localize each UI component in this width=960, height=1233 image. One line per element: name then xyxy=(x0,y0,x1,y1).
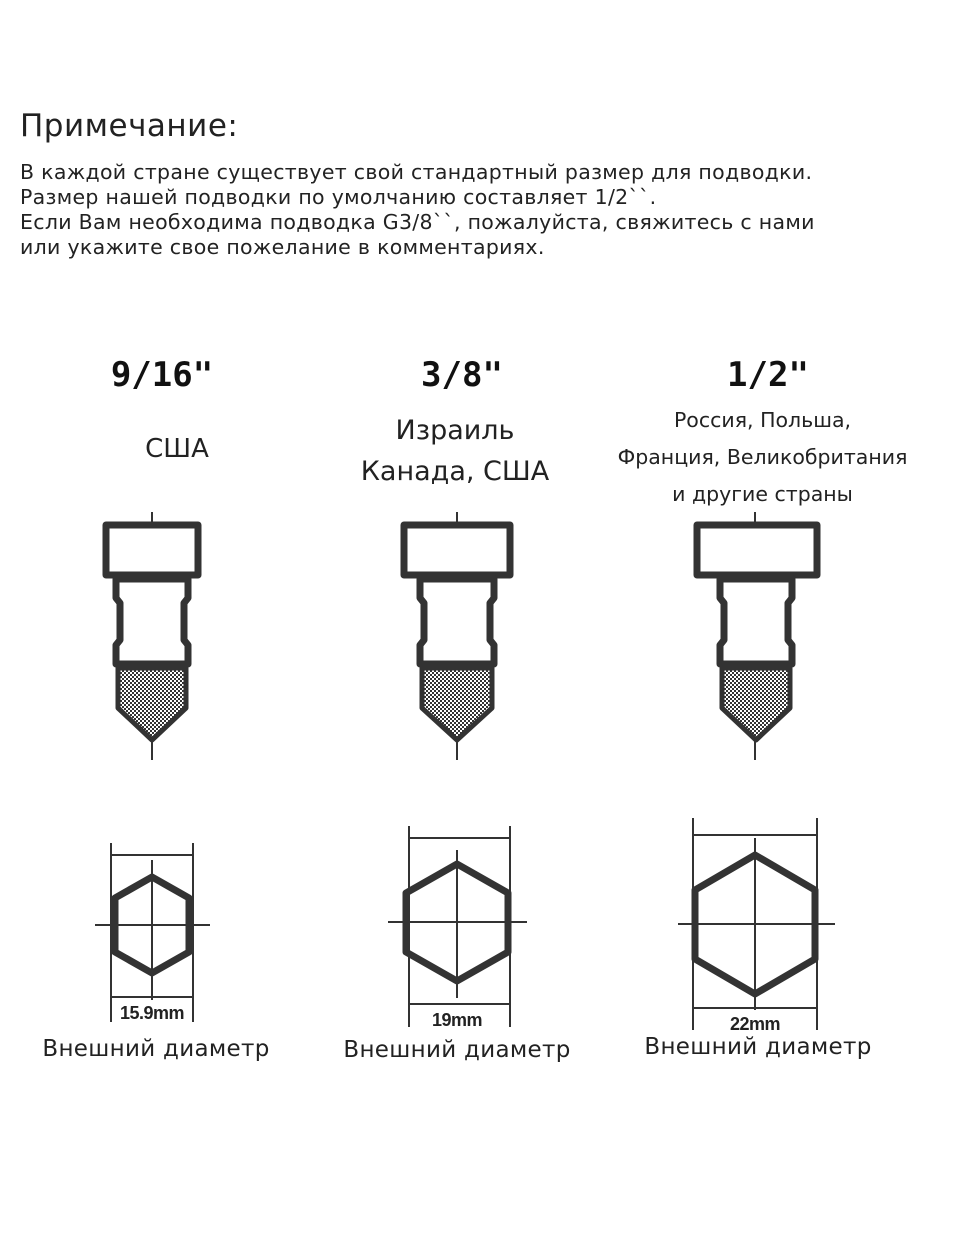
caption-3-8: Внешний диаметр xyxy=(343,1037,571,1063)
size-label-9-16: 9/16" xyxy=(110,355,214,395)
fitting-hex-1-2 xyxy=(678,818,835,1030)
country-line: Россия, Польша, xyxy=(673,408,852,432)
size-label-1-2: 1/2" xyxy=(727,355,809,395)
fitting-side-3-8 xyxy=(404,512,510,760)
fitting-hex-9-16 xyxy=(95,843,210,1022)
fitting-side-1-2 xyxy=(697,512,817,760)
fitting-side-9-16 xyxy=(106,512,198,760)
diameter-label-3-8: 19mm xyxy=(431,1010,483,1030)
country-line: Израиль xyxy=(395,415,515,446)
diameter-label-9-16: 15.9mm xyxy=(119,1003,185,1023)
caption-1-2: Внешний диаметр xyxy=(644,1034,872,1060)
note-line-4: или укажите свое пожелание в комментариях. xyxy=(20,235,545,259)
note-line-3: Если Вам необходима подводка G3/8``, пожалуйста, свяжитесь с нами xyxy=(20,210,815,234)
size-label-3-8: 3/8" xyxy=(421,355,503,395)
country-line: США xyxy=(145,434,209,464)
note-title: Примечание: xyxy=(20,108,239,144)
note-line-1: В каждой стране существует свой стандартный размер для подводки. xyxy=(20,160,813,184)
note-line-2: Размер нашей подводки по умолчанию составляет 1/2``. xyxy=(20,185,657,209)
country-line: Франция, Великобритания xyxy=(617,445,908,469)
country-line: Канада, США xyxy=(360,456,550,487)
caption-9-16: Внешний диаметр xyxy=(42,1036,270,1062)
fitting-hex-3-8 xyxy=(388,826,527,1027)
diameter-label-1-2: 22mm xyxy=(729,1014,781,1034)
country-line: и другие страны xyxy=(672,482,853,506)
